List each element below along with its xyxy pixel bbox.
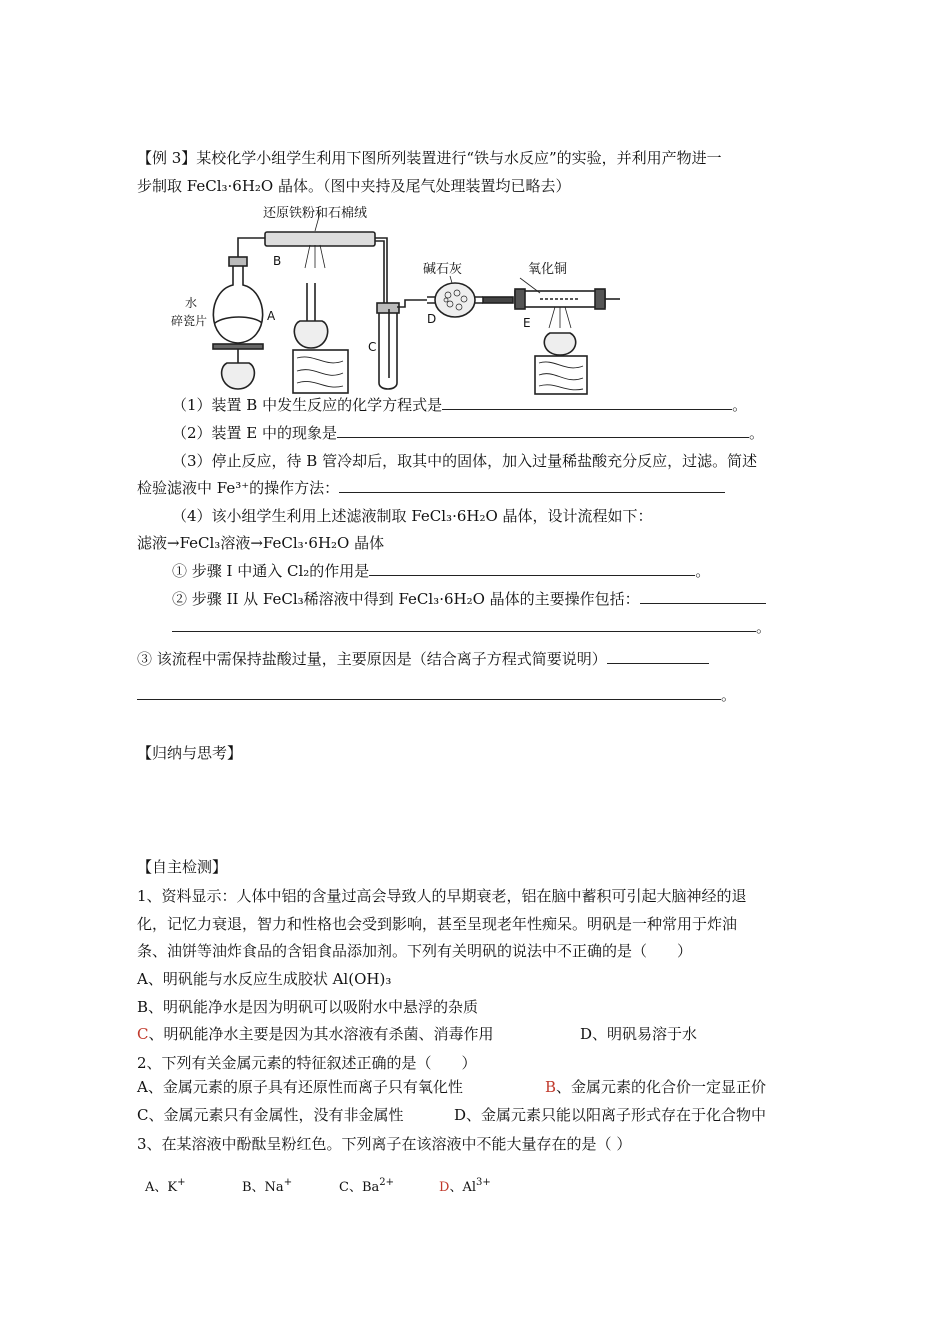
period: 。 <box>695 562 711 580</box>
label-a: A <box>267 309 276 323</box>
question-4: （4）该小组学生利用上述滤液制取 FeCl₃·6H₂O 晶体，设计流程如下： <box>172 507 653 525</box>
selftest-q1-option-c <box>137 1024 494 1044</box>
option-c-text: 、明矾能净水主要是因为其水溶液有杀菌、消毒作用 <box>148 1025 494 1043</box>
question-2-text: （2）装置 E 中的现象是 <box>172 424 338 442</box>
q3-option-b-charge: + <box>283 1177 293 1188</box>
period: 。 <box>756 618 772 636</box>
selftest-q1-line2: 化，记忆力衰退，智力和性格也会受到影响，甚至呈现老年性痴呆。明矾是一种常用于炸油 <box>137 915 738 933</box>
answer-letter-b: B <box>545 1078 557 1096</box>
question-3-line2-text: 检验滤液中 Fe³⁺的操作方法： <box>137 479 340 497</box>
sub-question-2-continuation <box>172 617 771 637</box>
selftest-q2-option-a: A、金属元素的原子具有还原性而离子只有氧化性 <box>137 1078 463 1096</box>
answer-blank[interactable] <box>172 617 756 632</box>
q3-option-a-text: A、K <box>145 1180 178 1195</box>
question-1 <box>172 395 747 415</box>
selftest-q2-option-b <box>545 1077 766 1097</box>
example3-intro-line1: 【例 3】某校化学小组学生利用下图所列装置进行“铁与水反应”的实验，并利用产物进一 <box>137 149 722 167</box>
label-water: 水 <box>185 296 198 310</box>
answer-letter-d: D <box>439 1180 450 1195</box>
answer-blank[interactable] <box>640 589 766 604</box>
q3-option-b <box>242 1173 339 1198</box>
period: 。 <box>732 396 748 414</box>
q3-option-d <box>439 1173 491 1198</box>
sub-question-2 <box>172 589 766 609</box>
sub-question-1-text: ① 步骤 I 中通入 Cl₂的作用是 <box>172 562 370 580</box>
apparatus-figure <box>165 203 625 395</box>
q3-option-c <box>339 1173 439 1198</box>
answer-blank[interactable] <box>137 685 721 700</box>
sub-question-3-continuation <box>137 685 736 705</box>
answer-blank[interactable] <box>369 561 695 576</box>
sub-question-3 <box>137 649 709 669</box>
selftest-q2-option-d: D、金属元素只能以阳离子形式存在于化合物中 <box>454 1106 767 1124</box>
label-soda-lime: 碱石灰 <box>423 262 463 277</box>
q3-option-c-text: C、Ba <box>339 1180 380 1195</box>
selftest-q1-line3: 条、油饼等油炸食品的含铝食品添加剂。下列有关明矾的说法中不正确的是（ ） <box>137 942 693 960</box>
example3-intro-line2: 步制取 FeCl₃·6H₂O 晶体。（图中夹持及尾气处理装置均已略去） <box>137 177 571 195</box>
flow-process: 滤液→FeCl₃溶液→FeCl₃·6H₂O 晶体 <box>137 534 385 552</box>
label-chips: 碎瓷片 <box>171 314 208 328</box>
label-cuo: 氧化铜 <box>528 262 568 277</box>
question-3-line2 <box>137 478 725 498</box>
selftest-q2-stem: 2、下列有关金属元素的特征叙述正确的是（ ） <box>137 1054 477 1072</box>
q3-option-c-charge: 2+ <box>379 1177 395 1188</box>
selftest-q1-option-a: A、明矾能与水反应生成胶状 Al(OH)₃ <box>137 970 392 988</box>
selftest-q1-option-d: D、明矾易溶于水 <box>580 1025 698 1043</box>
question-3-line1: （3）停止反应，待 B 管冷却后，取其中的固体，加入过量稀盐酸充分反应，过滤。简述 <box>172 452 758 470</box>
question-2 <box>172 423 764 443</box>
label-b: B <box>273 254 282 268</box>
sub-question-1 <box>172 561 710 581</box>
answer-blank[interactable] <box>339 478 725 493</box>
question-1-text: （1）装置 B 中发生反应的化学方程式是 <box>172 396 443 414</box>
selftest-q2-option-c: C、金属元素只有金属性，没有非金属性 <box>137 1106 404 1124</box>
answer-blank[interactable] <box>337 423 749 438</box>
selftest-heading: 【自主检测】 <box>137 858 228 876</box>
q3-option-a <box>145 1173 242 1198</box>
period: 。 <box>721 686 737 704</box>
answer-blank[interactable] <box>442 395 732 410</box>
label-d: D <box>427 312 437 326</box>
option-b-text: 、金属元素的化合价一定显正价 <box>556 1078 767 1096</box>
period: 。 <box>749 424 765 442</box>
selftest-q1-option-b: B、明矾能净水是因为明矾可以吸附水中悬浮的杂质 <box>137 998 479 1016</box>
label-e: E <box>523 316 531 330</box>
sub-question-2-text: ② 步骤 II 从 FeCl₃稀溶液中得到 FeCl₃·6H₂O 晶体的主要操作包括： <box>172 590 640 608</box>
summary-heading: 【归纳与思考】 <box>137 744 243 762</box>
selftest-q3-options <box>145 1173 491 1198</box>
answer-blank[interactable] <box>607 649 709 664</box>
q3-option-a-charge: + <box>177 1177 186 1188</box>
answer-letter-c: C <box>137 1025 149 1043</box>
q3-option-d-charge: 3+ <box>475 1177 491 1188</box>
selftest-q3-stem: 3、在某溶液中酚酞呈粉红色。下列离子在该溶液中不能大量存在的是（ ） <box>137 1135 632 1153</box>
sub-question-3-text: ③ 该流程中需保持盐酸过量，主要原因是（结合离子方程式简要说明） <box>137 650 607 668</box>
q3-option-b-text: B、Na <box>242 1180 284 1195</box>
selftest-q1-line1: 1、资料显示：人体中铝的含量过高会导致人的早期衰老，铝在脑中蓄积可引起大脑神经的退 <box>137 887 747 905</box>
q3-option-d-text: 、Al <box>449 1180 476 1195</box>
label-fe-asbestos: 还原铁粉和石棉绒 <box>263 206 368 221</box>
label-c: C <box>368 340 377 354</box>
